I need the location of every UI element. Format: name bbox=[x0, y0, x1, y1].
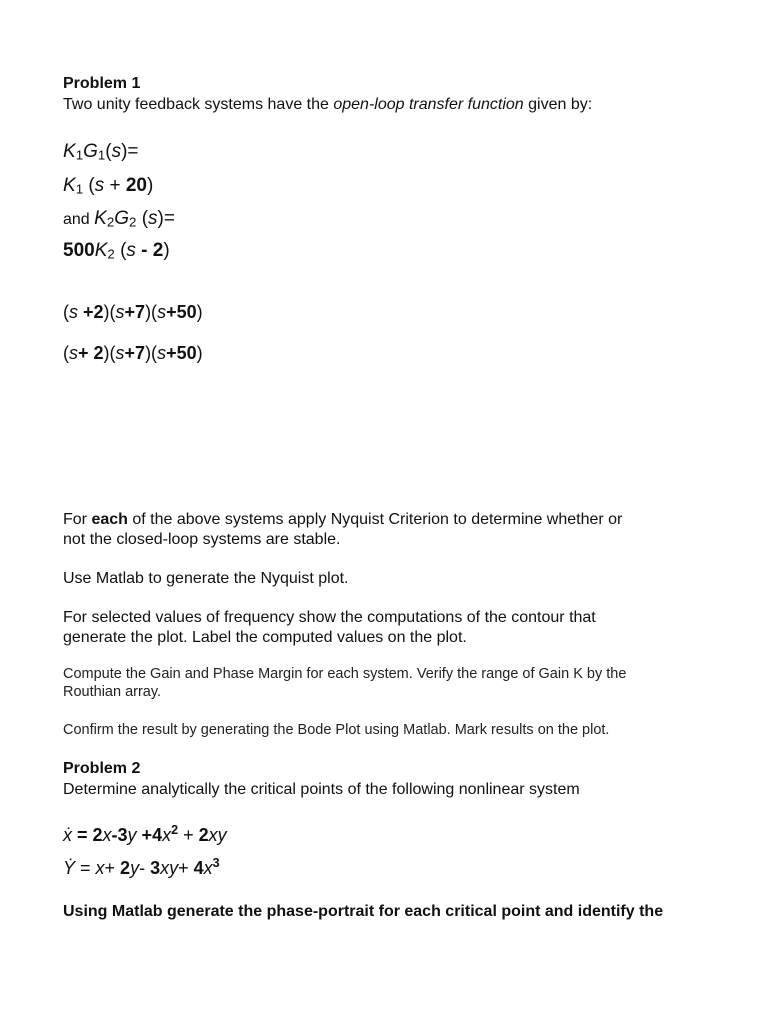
problem2-heading: Problem 2 bbox=[63, 760, 141, 777]
equation-ydot: Ẏ = x+ 2y- $3xy+ 4x^3$ bbox=[63, 856, 220, 878]
paragraph-line: not the closed-loop systems are stable. bbox=[63, 531, 341, 548]
problem1-heading: Problem 1 bbox=[63, 75, 141, 92]
problem2-intro: Determine analytically the critical points of the following nonlinear system bbox=[63, 781, 580, 798]
paragraph-line: For each of the above systems apply Nyquist Criterion to determine whether or bbox=[63, 511, 623, 528]
equation-k2-numerator: $500K_2$ (s - 2) bbox=[63, 240, 170, 262]
contour-computation-paragraph bbox=[63, 608, 596, 648]
bode-plot-paragraph: Confirm the result by generating the Bode Plot using Matlab. Mark results on the plot. bbox=[63, 722, 610, 738]
equation-k1-numerator: $K_1$ (s + 20) bbox=[63, 175, 154, 197]
paragraph-line: generate the plot. Label the computed values on the plot. bbox=[63, 629, 467, 646]
denominator-1: (s +2)(s+7)(s+50) bbox=[63, 302, 203, 322]
paragraph-line: Routhian array. bbox=[63, 684, 162, 700]
paragraph-line: Compute the Gain and Phase Margin for each system. Verify the range of Gain K by the bbox=[63, 666, 627, 682]
paragraph-line: For selected values of frequency show the computations of the contour that bbox=[63, 609, 596, 626]
equation-xdot: ẋ = $2x-3y +4x^2 + 2xy$ bbox=[63, 823, 227, 845]
equation-k2g2: and $K_2G_2$ (s)= bbox=[63, 208, 175, 230]
gain-phase-margin-paragraph bbox=[63, 665, 626, 701]
problem1-intro: Two unity feedback systems have the open-loop transfer function given by: bbox=[63, 96, 593, 113]
denominator-2: (s+ 2)(s+7)(s+50) bbox=[63, 343, 203, 363]
equation-k1g1: $K_1G_1(s)=$ bbox=[63, 141, 139, 163]
nyquist-stability-paragraph bbox=[63, 510, 622, 550]
matlab-nyquist-paragraph: Use Matlab to generate the Nyquist plot. bbox=[63, 570, 349, 587]
phase-portrait-paragraph: Using Matlab generate the phase-portrait for each critical point and identify the bbox=[63, 903, 664, 920]
